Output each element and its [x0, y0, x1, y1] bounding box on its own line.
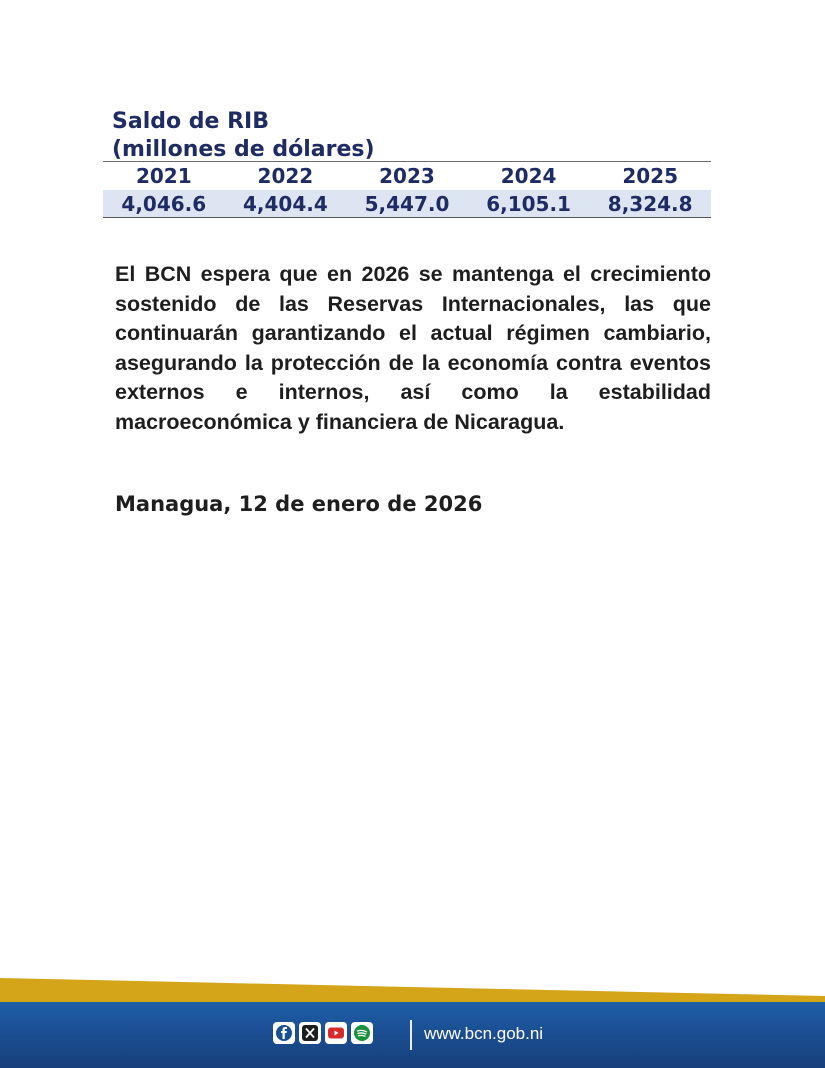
youtube-icon[interactable] — [325, 1022, 347, 1044]
table-title: Saldo de RIB — [112, 109, 269, 134]
table-header-row — [103, 162, 711, 190]
year-cell: 2022 — [257, 164, 314, 188]
facebook-icon[interactable] — [273, 1022, 295, 1044]
footer-divider — [410, 1020, 412, 1050]
value-cell: 4,046.6 — [121, 191, 207, 216]
value-cell: 4,404.4 — [243, 191, 328, 216]
year-cell: 2023 — [379, 164, 435, 188]
year-cell: 2024 — [500, 164, 557, 188]
table-subtitle-row — [103, 136, 711, 162]
footer-blue-band — [0, 1002, 825, 1068]
spotify-icon[interactable] — [351, 1022, 373, 1044]
value-cell: 6,105.1 — [486, 191, 571, 216]
body-paragraph: El BCN espera que en 2026 se mantenga el crecimiento sostenido de las Reservas Internacionales, las que continuarán garantizando el actual régimen cambiario, asegurando la protección de la economía contra eventos externos e internos, así como la estabilidad macroeconómica y financiera de Nicaragua. — [115, 262, 711, 434]
social-icons — [273, 1022, 373, 1044]
table-subtitle: (millones de dólares) — [112, 137, 375, 162]
value-cell: 8,324.8 — [607, 191, 693, 216]
table-value-row — [103, 190, 711, 218]
website-link[interactable]: www.bcn.gob.ni — [424, 1024, 544, 1043]
dateline: Managua, 12 de enero de 2026 — [115, 492, 483, 516]
table-top-rule — [103, 161, 711, 162]
x-icon[interactable] — [299, 1022, 321, 1044]
year-cell: 2025 — [622, 164, 678, 188]
rib-table — [103, 108, 711, 218]
value-cell: 5,447.0 — [364, 191, 450, 216]
year-cell: 2021 — [135, 164, 192, 188]
